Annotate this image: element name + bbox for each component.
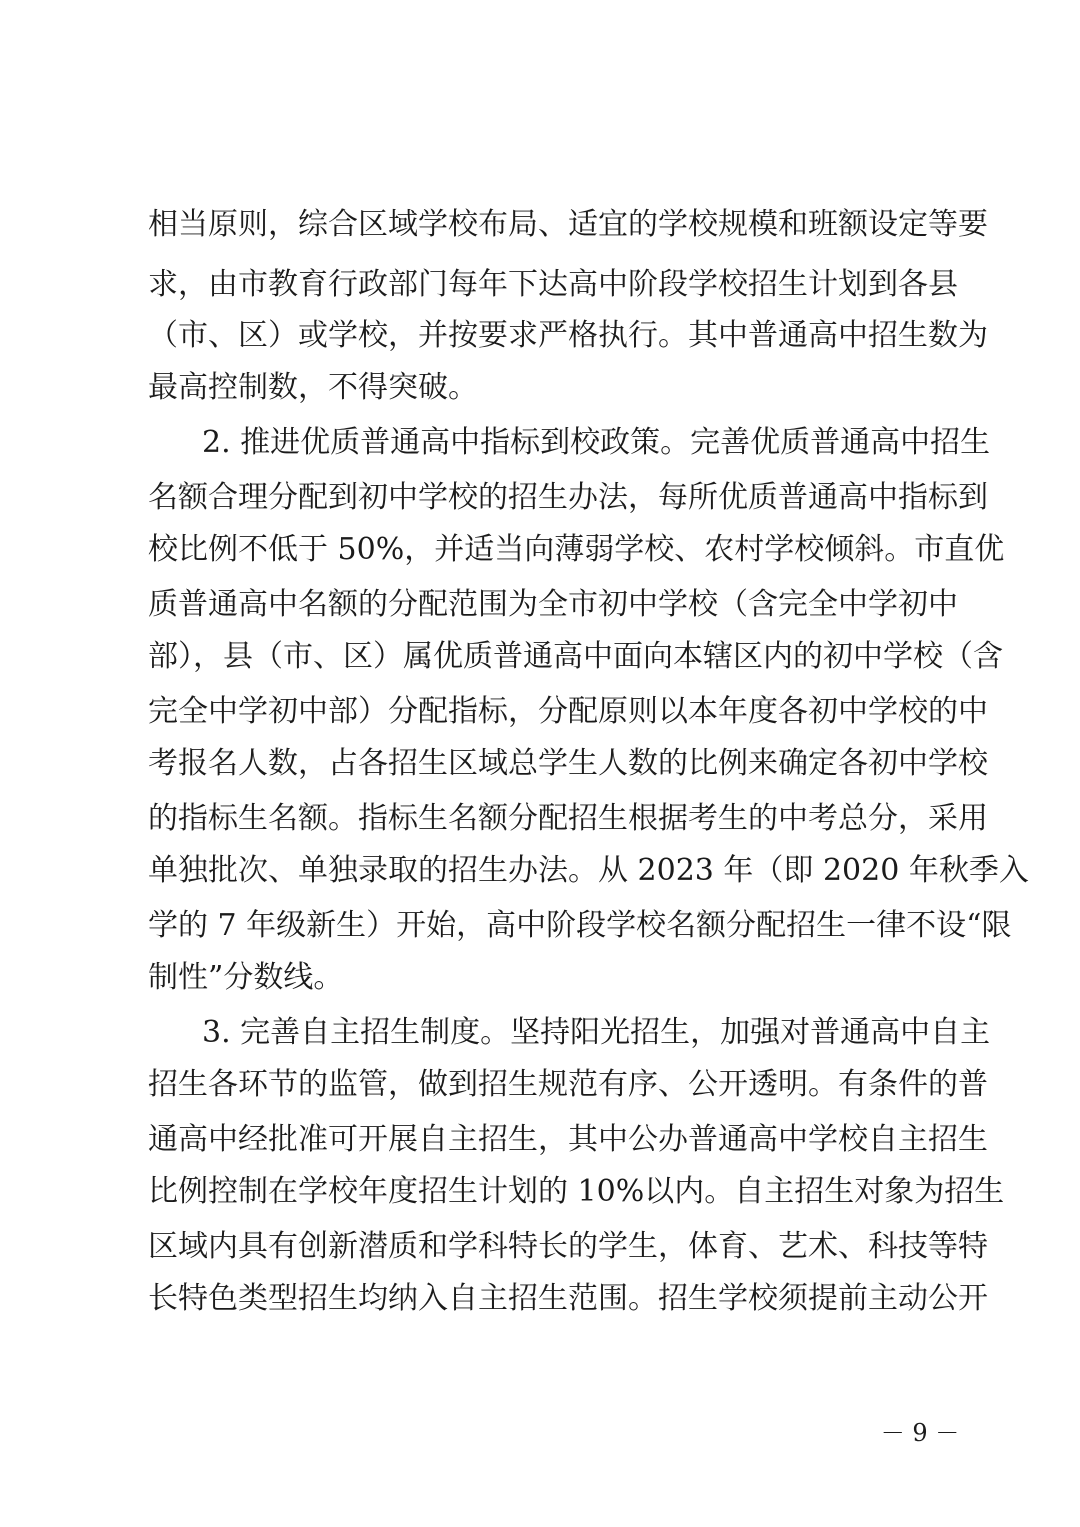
text-line: 相当原则，综合区域学校布局、适宜的学校规模和班额设定等要	[148, 207, 988, 242]
text-line: 招生各环节的监管，做到招生规范有序、公开透明。有条件的普	[148, 1067, 988, 1102]
text-line: 学的 7 年级新生）开始，高中阶段学校名额分配招生一律不设“限	[148, 908, 1012, 943]
text-line: 考报名人数，占各招生区域总学生人数的比例来确定各初中学校	[148, 746, 988, 781]
text-line: 最高控制数，不得突破。	[148, 370, 478, 405]
text-line: 质普通高中名额的分配范围为全市初中学校（含完全中学初中	[148, 587, 958, 622]
text-line: 部），县（市、区）属优质普通高中面向本辖区内的初中学校（含	[148, 639, 1003, 674]
text-line: 完全中学初中部）分配指标，分配原则以本年度各初中学校的中	[148, 694, 988, 729]
text-line: 区域内具有创新潜质和学科特长的学生，体育、艺术、科技等特	[148, 1229, 988, 1264]
text-line: 单独批次、单独录取的招生办法。从 2023 年（即 2020 年秋季入	[148, 853, 1029, 888]
text-line: 名额合理分配到初中学校的招生办法，每所优质普通高中指标到	[148, 480, 988, 515]
text-line: （市、区）或学校，并按要求严格执行。其中普通高中招生数为	[148, 318, 988, 353]
text-line: 的指标生名额。指标生名额分配招生根据考生的中考总分，采用	[148, 801, 988, 836]
text-line: 比例控制在学校年度招生计划的 10%以内。自主招生对象为招生	[148, 1174, 1005, 1209]
text-line: 制性”分数线。	[148, 960, 344, 995]
text-line: 通高中经批准可开展自主招生，其中公办普通高中学校自主招生	[148, 1122, 988, 1157]
text-line: 校比例不低于 50%，并适当向薄弱学校、农村学校倾斜。市直优	[148, 532, 1005, 567]
text-line: 求，由市教育行政部门每年下达高中阶段学校招生计划到各县	[148, 267, 958, 302]
section-heading-line: 3. 完善自主招生制度。坚持阳光招生，加强对普通高中自主	[202, 1015, 991, 1050]
section-heading-line: 2. 推进优质普通高中指标到校政策。完善优质普通高中招生	[202, 425, 991, 460]
text-line: 长特色类型招生均纳入自主招生范围。招生学校须提前主动公开	[148, 1281, 988, 1316]
page-number: － 9 －	[880, 1419, 960, 1447]
